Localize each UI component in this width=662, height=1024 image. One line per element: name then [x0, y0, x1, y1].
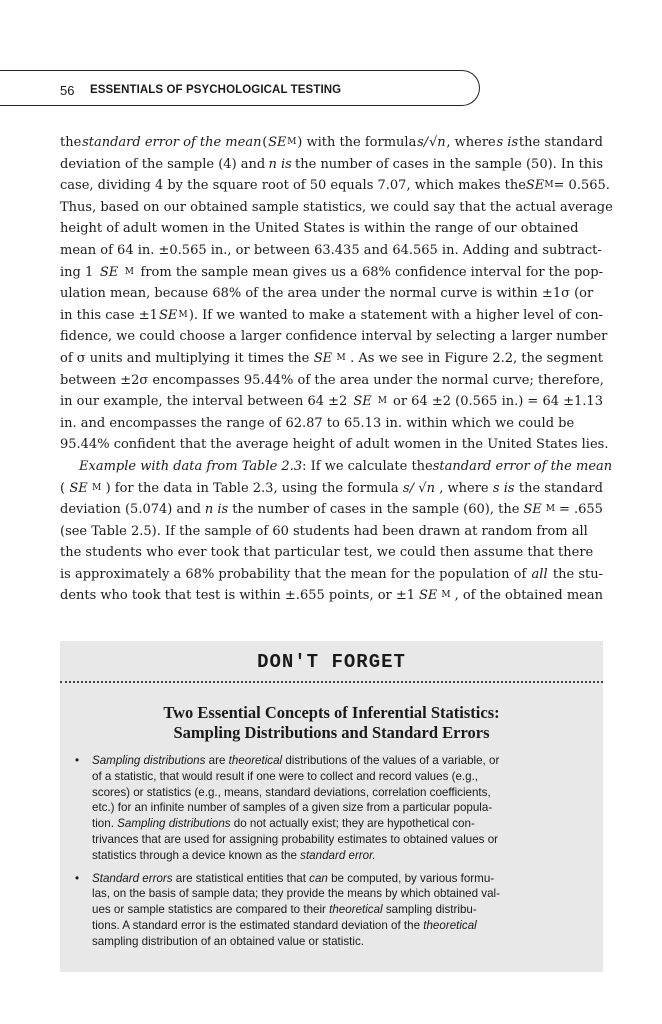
running-head-title: ESSENTIALS OF PSYCHOLOGICAL TESTING: [90, 84, 342, 96]
bullet-line: etc.) for an infinite number of samples of a given size from a particular popula-: [92, 801, 493, 815]
bullet-line: tion. Sampling distributions do not actually exist; they are hypothetical con-: [92, 817, 475, 831]
callout-bullet-item: [75, 871, 587, 950]
body-line: the students who ever took that particular test, we could then assume that there: [60, 545, 594, 561]
bullet-line: of a statistic, that would result if one were to collect and record values (e.g.,: [92, 769, 479, 783]
bullet-line: Sampling distributions are theoretical distributions of the values of a variable, or: [92, 754, 500, 767]
bullet-line: trivances that are used for assigning probability estimates to obtained values or: [92, 832, 499, 846]
bullet-marker: •: [75, 754, 80, 767]
callout-heading: [60, 703, 603, 743]
body-line: ulation mean, because 68% of the area under the normal curve is within ±1σ (or: [60, 286, 594, 302]
body-line: Example with data from Table 2.3 : If we calculate the standard error of the mean: [79, 458, 613, 474]
bullet-line: sampling distribution of an obtained value or statistic.: [92, 934, 364, 948]
callout-divider: [60, 681, 603, 683]
body-line: between ±2σ encompasses 95.44% of the area under the normal curve; therefore,: [60, 372, 604, 388]
body-line: in. and encompasses the range of 62.87 to 65.13 in. within which we could be: [60, 415, 575, 431]
body-line: of σ units and multiplying it times the SE M . As we see in Figure 2.2, the segment: [60, 350, 603, 366]
body-line: deviation of the sample (4) and n is the number of cases in the sample (50). In this: [60, 156, 603, 172]
bullet-line: las, on the basis of sample data; they provide the means by which obtained val-: [92, 887, 500, 901]
body-line: in this case ±1 SE M ). If we wanted to make a statement with a higher level of con-: [60, 307, 603, 323]
body-line: case, dividing 4 by the square root of 50 equals 7.07, which makes the SE M = 0.565.: [60, 178, 610, 194]
body-line: (see Table 2.5). If the sample of 60 students had been drawn at random from all: [60, 523, 588, 539]
body-line: the standard error of the mean ( SE M ) with the formula s/ √n , where s is the standard: [60, 135, 603, 150]
body-text: [60, 132, 613, 607]
page-number: 56: [60, 83, 75, 98]
body-line: fidence, we could choose a larger confidence interval by selecting a larger number: [60, 329, 608, 345]
body-line: dents who took that test is within ±.655 points, or ±1 SE M , of the obtained mean: [60, 588, 603, 604]
body-line: is approximately a 68% probability that the mean for the population of all the stu-: [60, 566, 603, 582]
body-line: mean of 64 in. ±0.565 in., or between 63.435 and 64.565 in. Adding and subtract-: [60, 242, 602, 258]
body-line: height of adult women in the United States is within the range of our obtained: [60, 221, 579, 237]
bullet-line: statistics through a device known as the standard error.: [92, 848, 376, 862]
body-line: ing 1 SE M from the sample mean gives us a 68% confidence interval for the pop-: [60, 264, 603, 280]
callout-heading-line: Two Essential Concepts of Inferential Statistics:: [163, 703, 500, 722]
bullet-line: Standard errors are statistical entities that can be computed, by various formu-: [92, 871, 495, 885]
bullet-marker: •: [75, 871, 80, 885]
body-line: 95.44% confident that the average height of adult women in the United States lies.: [60, 437, 609, 453]
body-line: Thus, based on our obtained sample statistics, we could say that the actual average: [60, 199, 613, 215]
body-line: in our example, the interval between 64 ±2 SE M or 64 ±2 (0.565 in.) = 64 ±1.13: [60, 394, 603, 410]
bullet-line: ues or sample statistics are compared to their theoretical sampling distribu-: [92, 903, 477, 917]
callout-title: DON'T FORGET: [257, 651, 406, 673]
bullet-line: scores) or statistics (e.g., means, standard deviations, correlation coefficients,: [92, 785, 491, 799]
bullet-line: tions. A standard error is the estimated standard deviation of the theoretical: [92, 918, 477, 932]
body-line: ( SE M ) for the data in Table 2.3, using the formula s/ √n , where s is the standard: [60, 480, 603, 496]
callout-bullet-item: [75, 753, 587, 864]
dont-forget-callout: [60, 641, 603, 972]
callout-heading-line: Sampling Distributions and Standard Errors: [173, 723, 490, 742]
body-line: deviation (5.074) and n is the number of cases in the sample (60), the SE M = .655: [60, 502, 603, 518]
callout-bullet-list: [75, 753, 587, 957]
